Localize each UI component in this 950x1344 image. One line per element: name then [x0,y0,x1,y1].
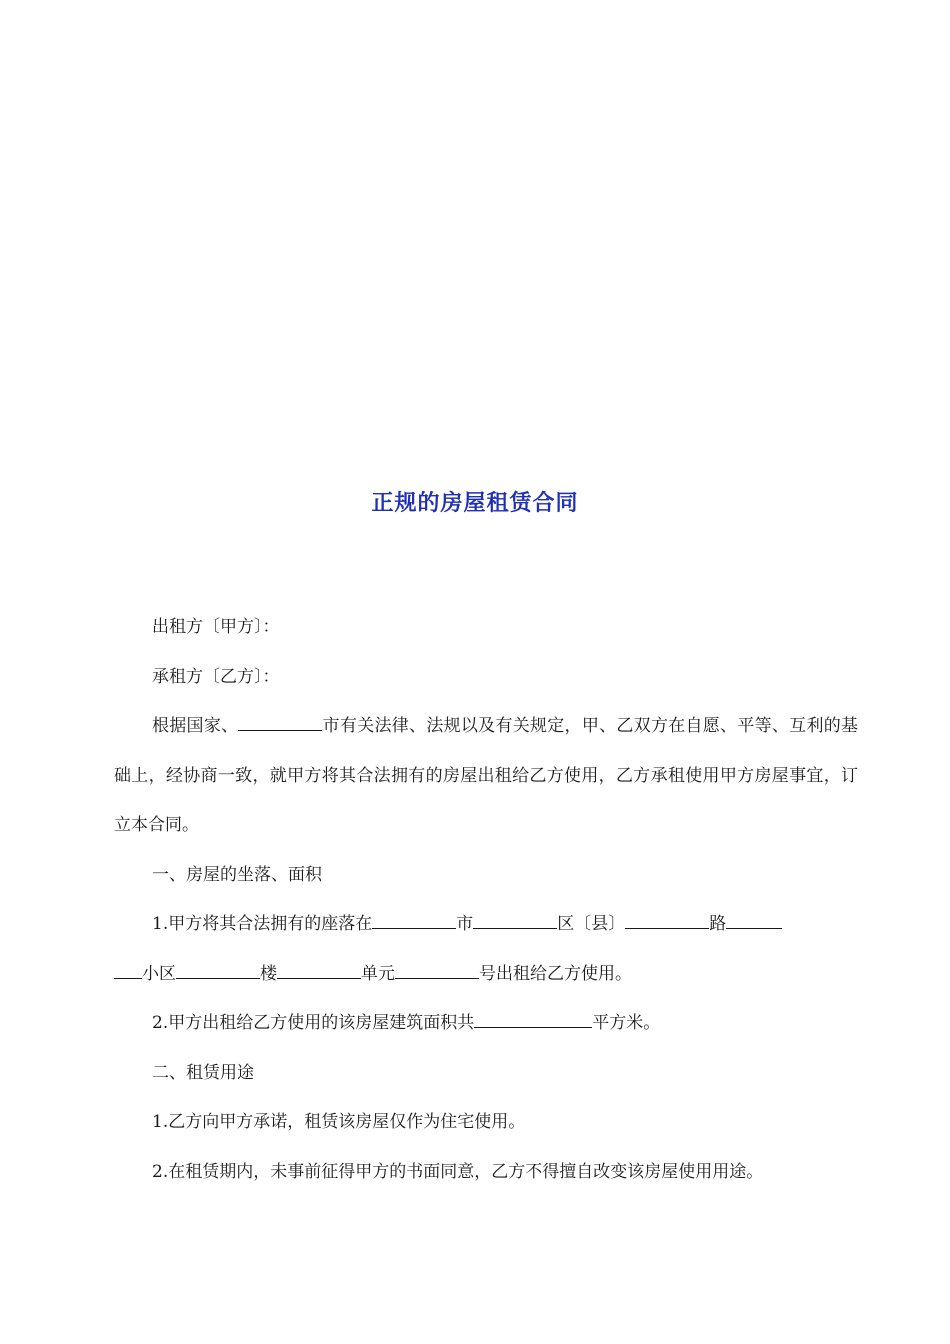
document-body [114,603,858,1197]
item1-text-7: 单元 [361,963,395,984]
document-title: 正规的房屋租赁合同 [371,491,579,516]
item1-text-5: 小区 [142,963,176,984]
item1-text-6: 楼 [260,963,277,984]
item1-text-1: 1.甲方将其合法拥有的座落在 [152,914,373,934]
preamble-paragraph [114,702,858,851]
road-blank [625,914,709,929]
section1-item2 [114,999,858,1049]
section2-item1: 1.乙方向甲方承诺，租赁该房屋仅作为住宅使用。 [152,1112,526,1132]
item1-text-4: 路 [709,914,727,934]
item2-text-1: 2.甲方出租给乙方使用的该房屋建筑面积共 [152,1013,475,1033]
lessee-line: 承租方〔乙方〕： [152,666,280,687]
preamble-text-1: 根据国家、 [152,716,239,736]
section2-heading: 二、租赁用途 [152,1062,254,1083]
community-blank-a [726,914,782,929]
item1-text-3: 区〔县〕 [557,914,626,934]
section1-item1 [114,900,858,999]
district-blank [473,914,557,929]
community-blank-b [114,964,142,979]
unit-blank [277,964,361,979]
item1-text-2: 市 [456,914,474,934]
item2-text-2: 平方米。 [592,1013,661,1033]
preamble-text-2: 市有关法律、法规以及有关规定，甲、乙双方在自愿、平等、互利的基础上，经协商一致，就甲方将其合法拥有的房屋出租给乙方使用，乙方承租使用甲方房屋事宜，订立本合同。 [114,716,859,835]
lessor-line: 出租方〔甲方〕： [152,617,280,637]
area-blank [474,1013,592,1028]
city-name-blank [372,914,456,929]
building-blank [176,964,260,979]
number-blank [395,964,479,979]
city-blank [238,716,322,731]
item1-text-8: 号出租给乙方使用。 [479,963,632,984]
section2-item2: 2.在租赁期内，未事前征得甲方的书面同意，乙方不得擅自改变该房屋使用用途。 [152,1161,764,1182]
section1-heading: 一、房屋的坐落、面积 [152,864,322,885]
